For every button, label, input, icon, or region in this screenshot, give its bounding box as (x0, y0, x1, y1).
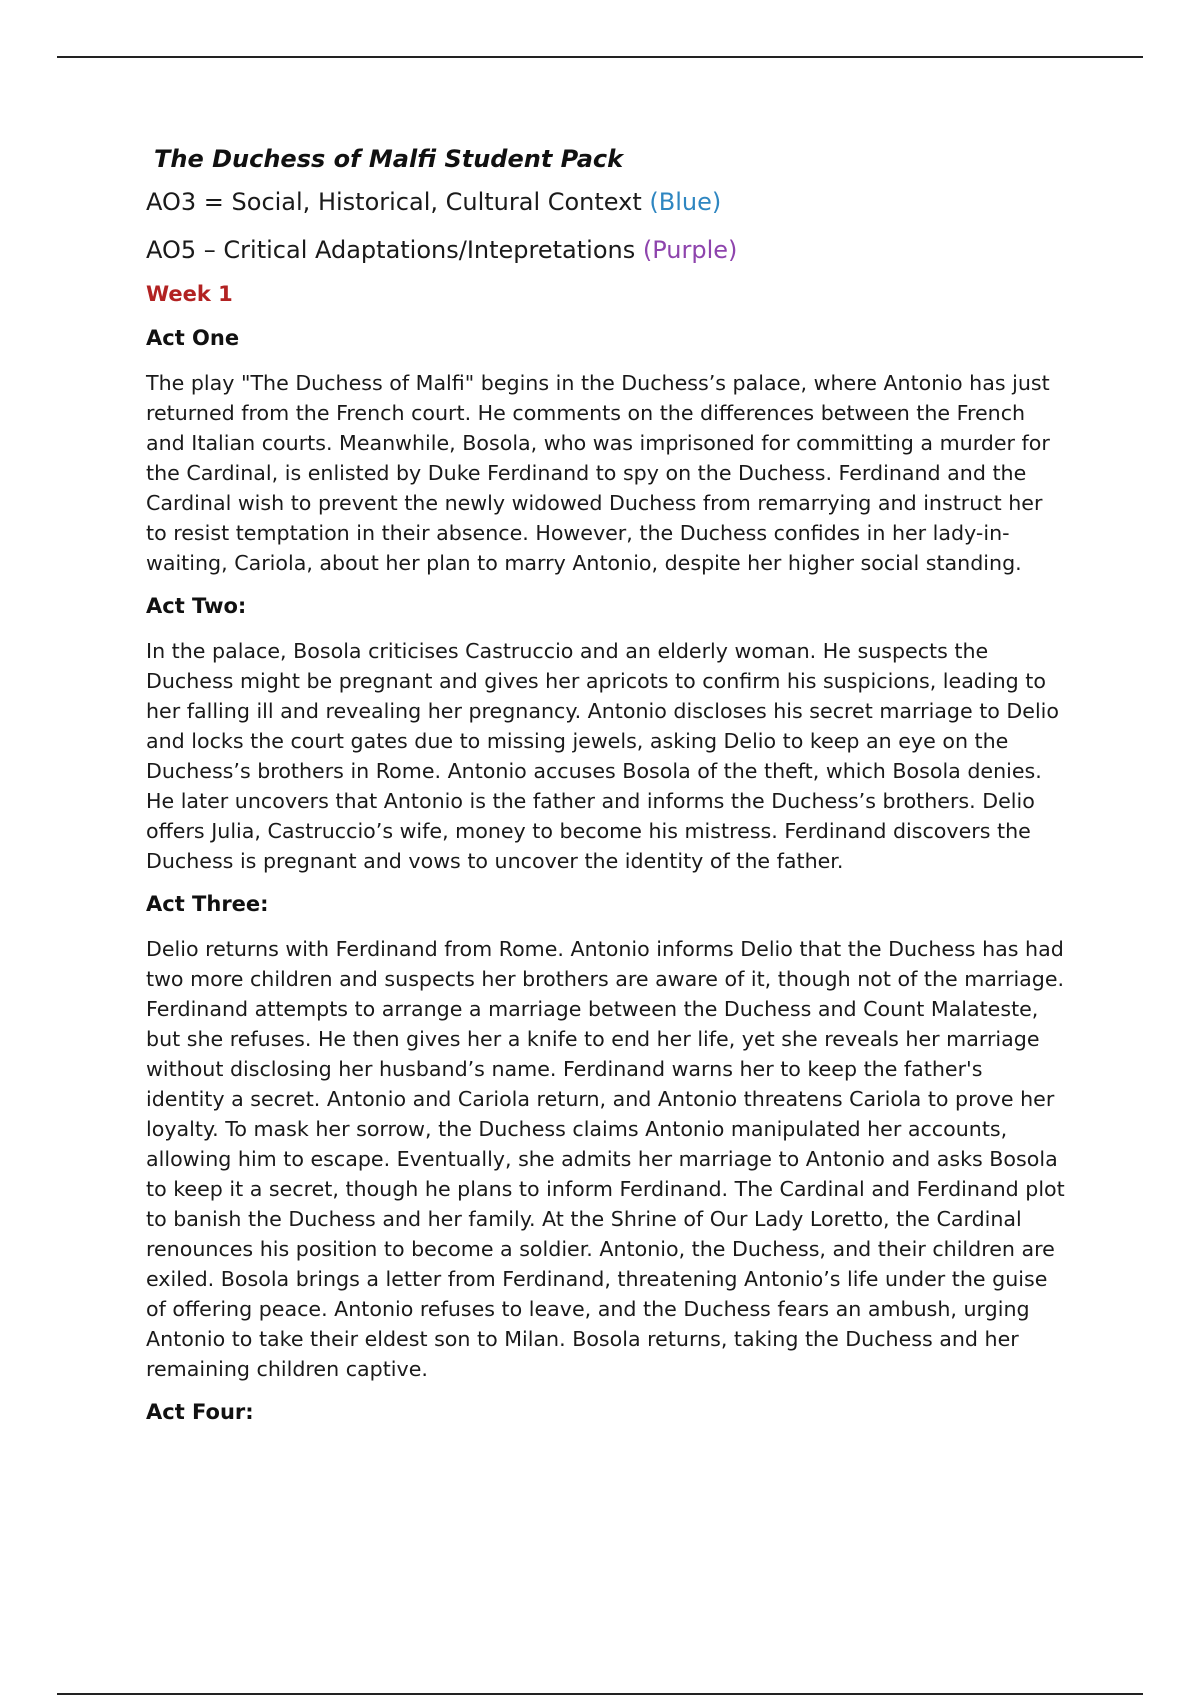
act-one-heading: Act One (146, 326, 240, 350)
ao3-legend (146, 184, 1066, 220)
act-three-summary: Delio returns with Ferdinand from Rome. Antonio informs Delio that the Duchess has had two more children and suspects her brothers are aware of it, though not of the marriage. Ferdinand attempts to arrange a marriage between the Duchess and Count Malateste, but she refuses. He then gives her a knife to end her life, yet she reveals her marriage without disclosing her husband’s name. Ferdinand warns her to keep the father's identity a secret. Antonio and Cariola return, and Antonio threatens Cariola to prove her loyalty. To mask her sorrow, the Duchess claims Antonio manipulated her accounts, allowing him to escape. Eventually, she admits her marriage to Antonio and asks Bosola to keep it a secret, though he plans to inform Ferdinand. The Cardinal and Ferdinand plot to banish the Duchess and her family. At the Shrine of Our Lady Loretto, the Cardinal renounces his position to become a soldier. Antonio, the Duchess, and their children are exiled. Bosola brings a letter from Ferdinand, threatening Antonio’s life under the guise of offering peace. Antonio refuses to leave, and the Duchess fears an ambush, urging Antonio to take their eldest son to Milan. Bosola returns, taking the Duchess and her remaining children captive. (146, 937, 1065, 1381)
act-three-section (146, 888, 1066, 1384)
ao5-color-tag: (Purple) (642, 236, 738, 264)
week-label: Week 1 (146, 282, 233, 306)
act-two-heading: Act Two: (146, 594, 247, 618)
document-title: The Duchess of Malfi Student Pack (154, 145, 624, 173)
ao5-legend (146, 232, 1066, 268)
ao3-legend-text: AO3 = Social, Historical, Cultural Context (146, 188, 650, 216)
ao3-color-tag: (Blue) (649, 188, 722, 216)
act-one-summary: The play "The Duchess of Malfi" begins in the Duchess’s palace, where Antonio has just returned from the French court. He comments on the differences between the French and Italian courts. Meanwhile, Bosola, who was imprisoned for committing a murder for the Cardinal, is enlisted by Duke Ferdinand to spy on the Duchess. Ferdinand and the Cardinal wish to prevent the newly widowed Duchess from remarrying and instruct her to resist temptation in their absence. However, the Duchess confides in her lady-in-waiting, Cariola, about her plan to marry Antonio, despite her higher social standing. (146, 371, 1050, 575)
act-two-section (146, 590, 1066, 876)
footer-rule (57, 1693, 1143, 1695)
act-four-section (146, 1396, 1066, 1428)
act-four-heading: Act Four: (146, 1400, 254, 1424)
act-three-heading: Act Three: (146, 892, 269, 916)
ao5-legend-text: AO5 – Critical Adaptations/Intepretations (146, 236, 643, 264)
document-content (146, 140, 1066, 1428)
act-two-summary: In the palace, Bosola criticises Castruccio and an elderly woman. He suspects the Duchess might be pregnant and gives her apricots to confirm his suspicions, leading to her falling ill and revealing her pregnancy. Antonio discloses his secret marriage to Delio and locks the court gates due to missing jewels, asking Delio to keep an eye on the Duchess’s brothers in Rome. Antonio accuses Bosola of the theft, which Bosola denies. He later uncovers that Antonio is the father and informs the Duchess’s brothers. Delio offers Julia, Castruccio’s wife, money to become his mistress. Ferdinand discovers the Duchess is pregnant and vows to uncover the identity of the father. (146, 639, 1059, 873)
act-one-section (146, 322, 1066, 578)
header-rule (57, 56, 1143, 58)
